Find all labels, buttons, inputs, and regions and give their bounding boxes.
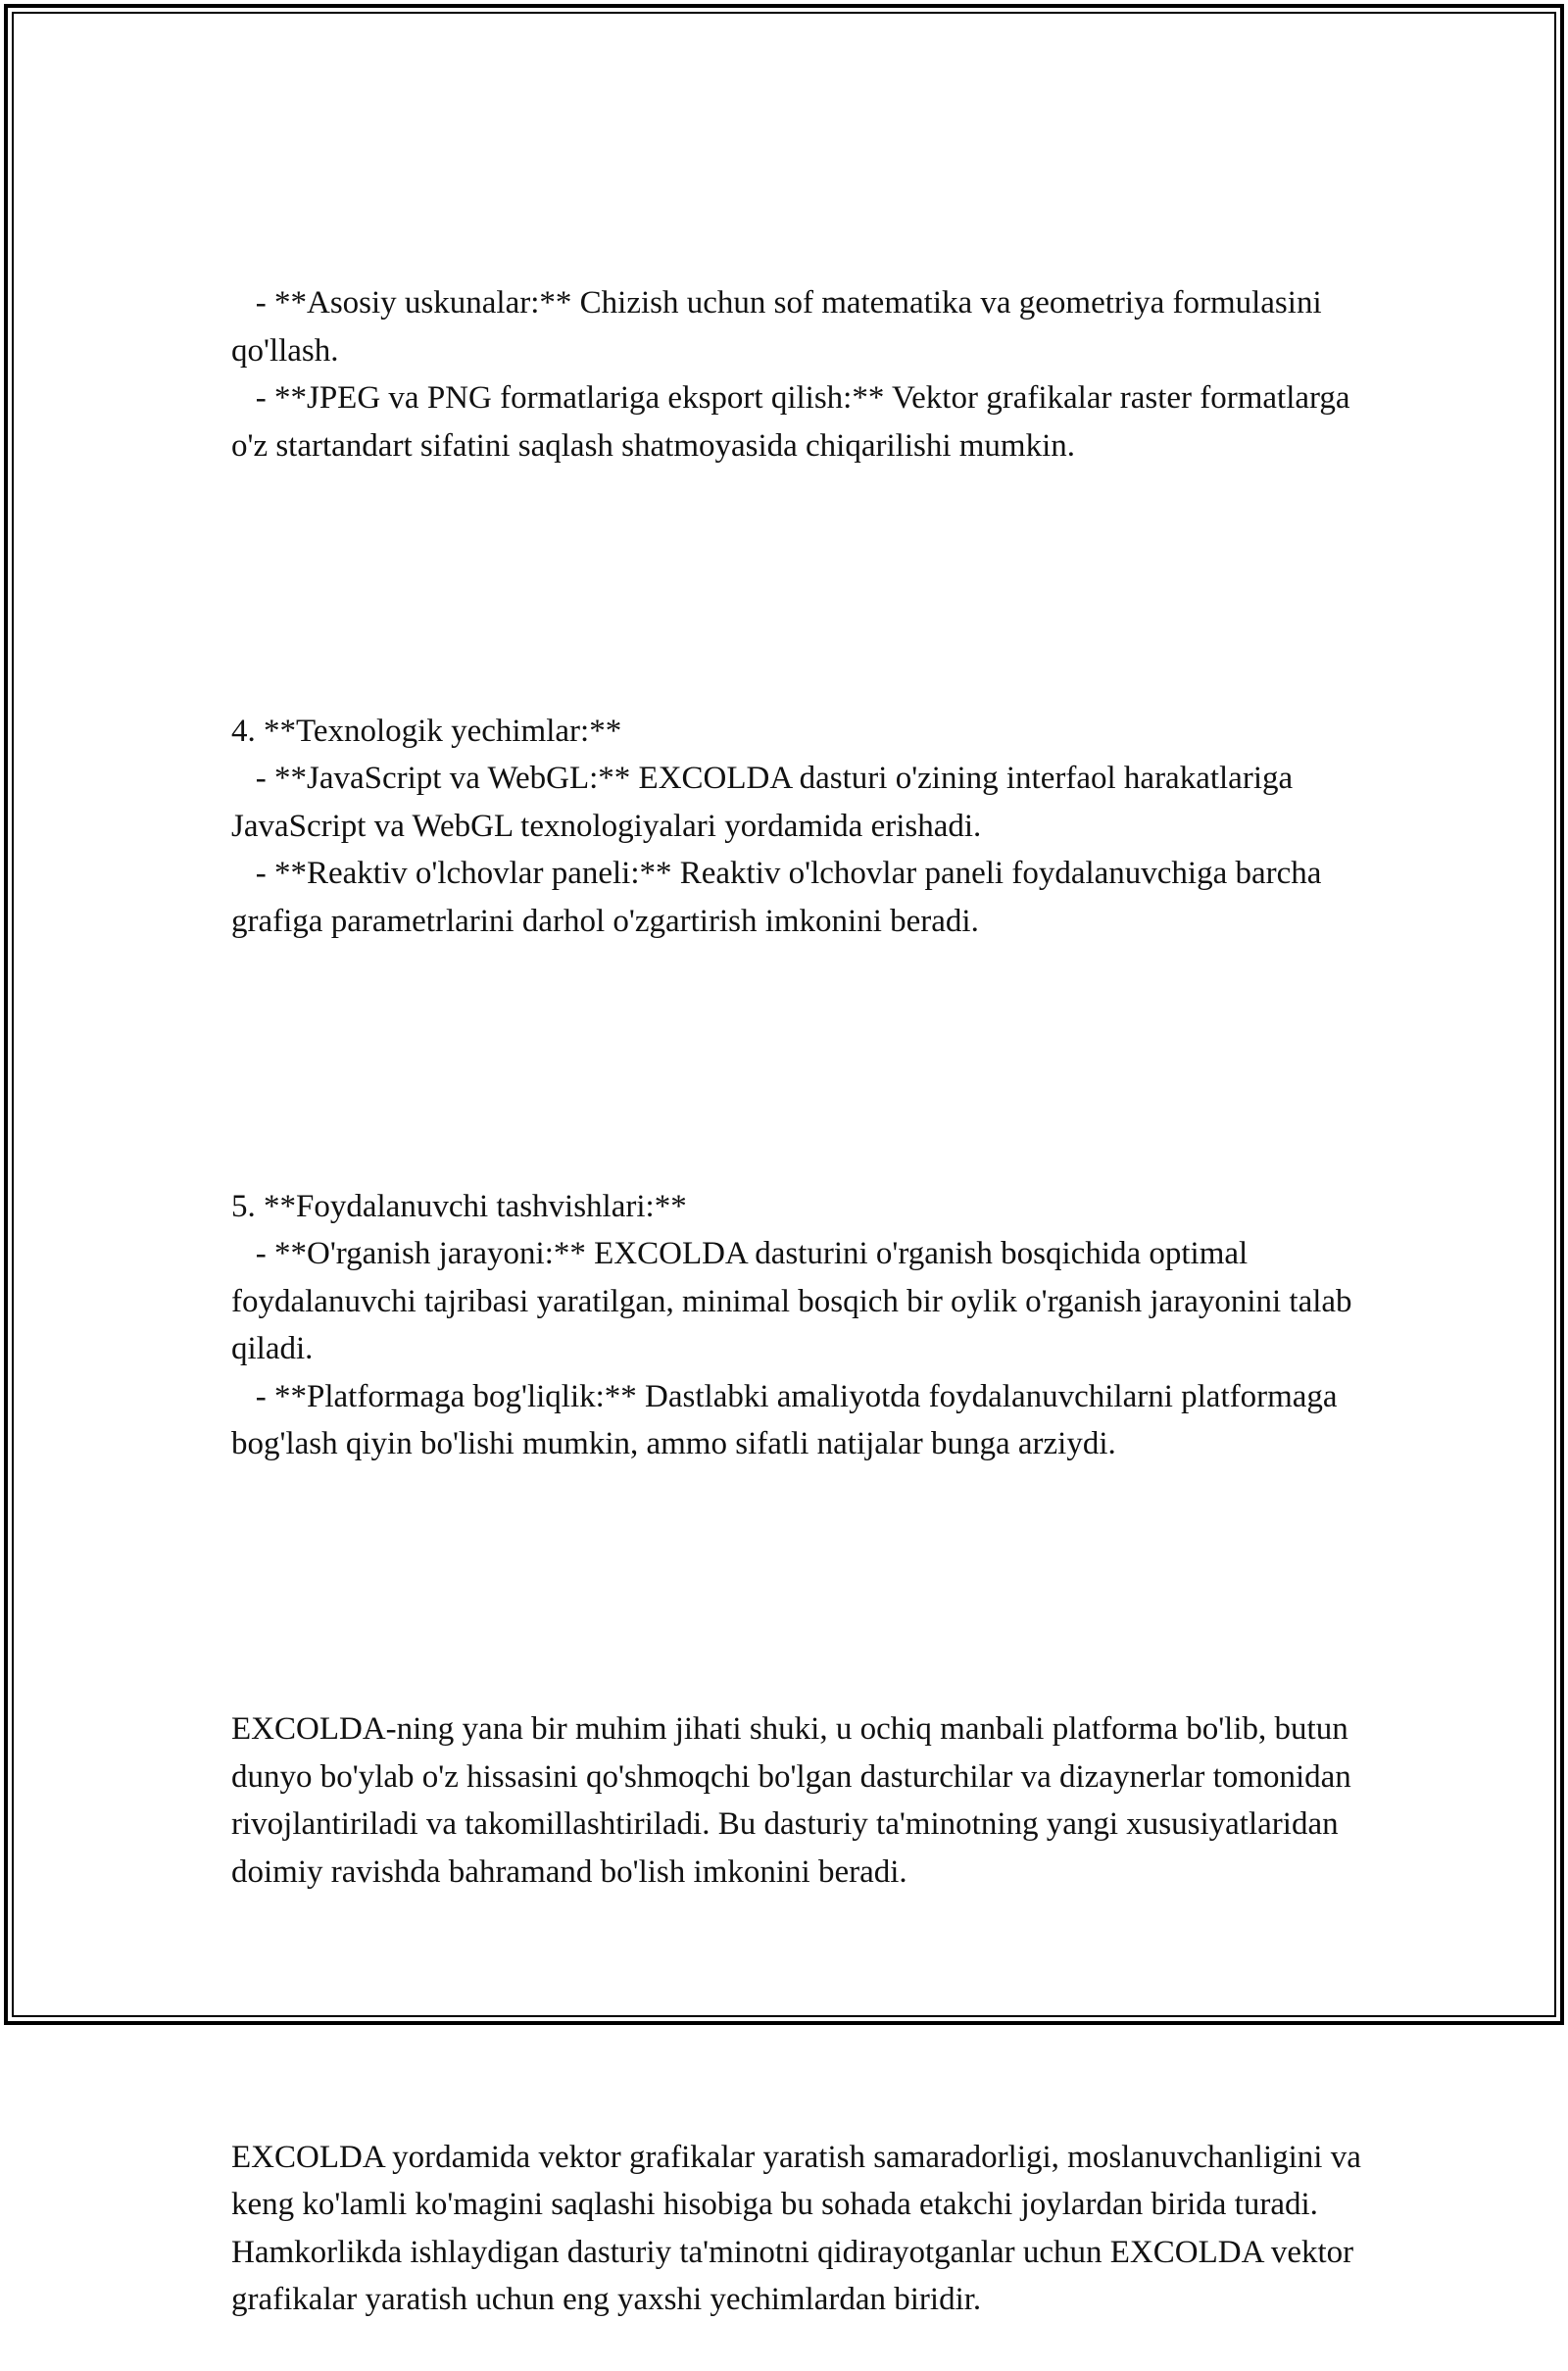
paragraph-gap — [231, 565, 1378, 613]
document-body — [231, 184, 1378, 2371]
paragraph-gap — [231, 1563, 1378, 1611]
paragraph-gap — [231, 1040, 1378, 1088]
paragraph-tools-export: - **Asosiy uskunalar:** Chizish uchun sof matematika va geometriya formulasini qo'llash. - **JPEG va PNG formatlariga eksport qilish:** Vektor grafikalar raster formatlarga o'z startandart sifatini saqlash shatmoyasida chiqarilishi mumkin. — [231, 285, 1350, 464]
paragraph-gap — [231, 1991, 1378, 2039]
paragraph-user-concerns: 5. **Foydalanuvchi tashvishlari:** - **O'rganish jarayoni:** EXCOLDA dasturini o'rganish bosqichida optimal foydalanuvchi tajribasi yaratilgan, minimal bosqich bir oylik o'rganish jarayonini talab qiladi. - **Platformaga bog'liqlik:** Dastlabki amaliyotda foydalanuvchilarni platformaga bog'lash qiyin bo'lishi mumkin, ammo sifatli natijalar bunga arziydi. — [231, 1188, 1352, 1461]
paragraph-tech-solutions: 4. **Texnologik yechimlar:** - **JavaScript va WebGL:** EXCOLDA dasturi o'zining interfaol harakatlariga JavaScript va WebGL texnologiyalari yordamida erishadi. - **Reaktiv o'lchovlar paneli:** Reaktiv o'lchovlar paneli foydalanuvchiga barcha grafiga parametrlarini darhol o'zgartirish imkonini beradi. — [231, 713, 1322, 939]
paragraph-open-source: EXCOLDA-ning yana bir muhim jihati shuki, u ochiq manbali platforma bo'lib, butun dunyo bo'ylab o'z hissasini qo'shmoqchi bo'lgan dasturchilar va dizaynerlar tomonidan rivojlantiriladi va takomillashtiriladi. Bu dasturiy ta'minotning yangi xususiyatlaridan doimiy ravishda bahramand bo'lish imkonini beradi. — [231, 1711, 1360, 1890]
paragraph-conclusion: EXCOLDA yordamida vektor grafikalar yaratish samaradorligi, moslanuvchanligini va keng ko'lamli ko'magini saqlashi hisobiga bu sohada etakchi joylardan birida turadi. Hamkorlikda ishlaydigan dasturiy ta'minotni qidirayotganlar uchun EXCOLDA vektor grafikalar yaratish uchun eng yaxshi yechimlardan biridir. — [231, 2139, 1370, 2317]
